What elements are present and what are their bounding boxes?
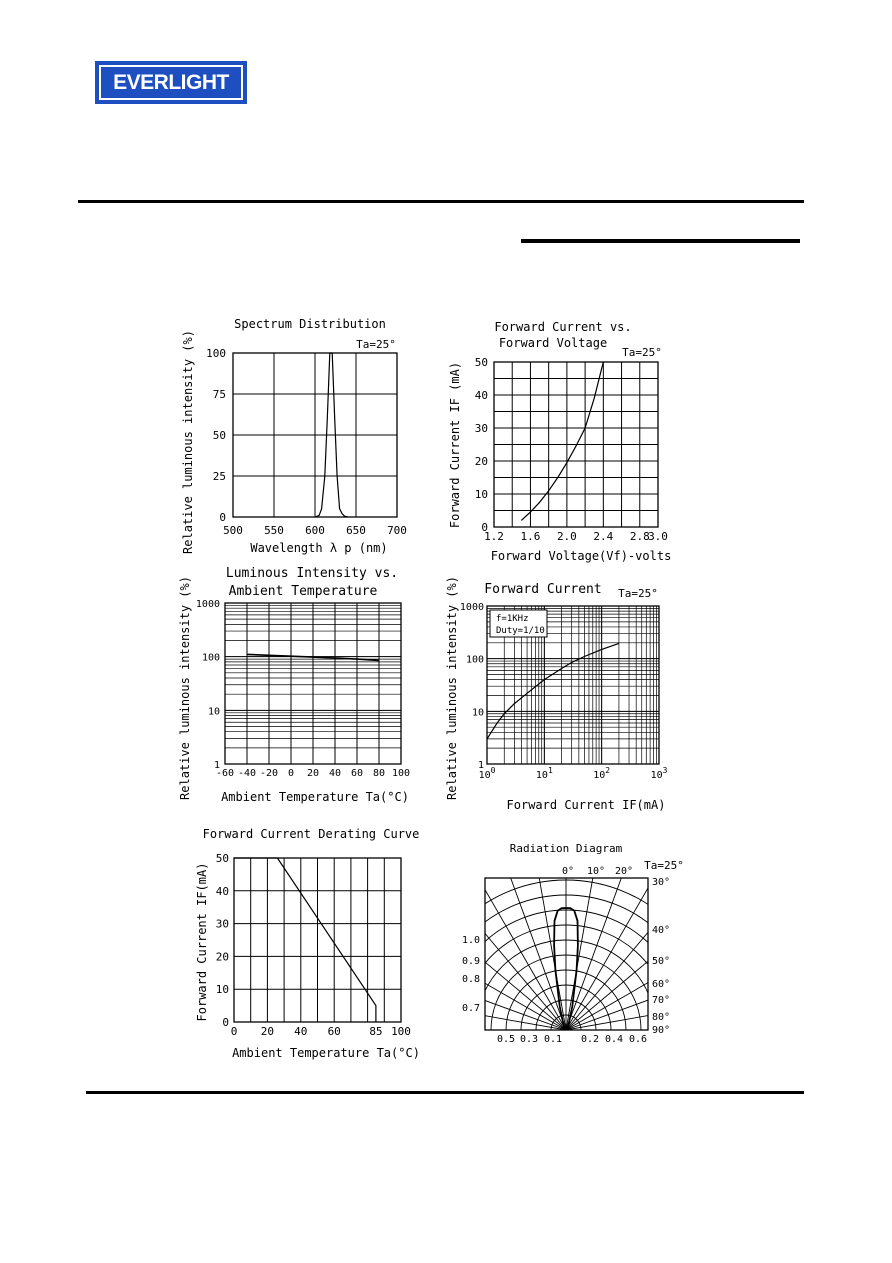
radiation-bottom-label: 0.2 bbox=[580, 1034, 600, 1045]
radiation-spoke bbox=[220, 830, 566, 1030]
derating-y-tick: 0 bbox=[222, 1016, 229, 1029]
radiation-frame bbox=[485, 878, 648, 1030]
temp-y-label: Relative luminous intensity (%) bbox=[178, 576, 192, 800]
current-x-tick: $10^2$ bbox=[593, 766, 611, 781]
derating-y-tick: 30 bbox=[215, 917, 229, 931]
current-y-tick: 1000 bbox=[459, 602, 484, 613]
current-x-tick: $10^0$ bbox=[478, 766, 496, 781]
spectrum-x-tick: 650 bbox=[346, 524, 366, 537]
derating-x-tick: 85 bbox=[369, 1025, 383, 1038]
temp-y-tick: 10 bbox=[207, 706, 220, 718]
radiation-right-label: 30° bbox=[652, 877, 671, 888]
derating-x-tick: 100 bbox=[391, 1025, 411, 1038]
spectrum-x-tick: 700 bbox=[387, 524, 407, 537]
iv-title: Forward Current vs. bbox=[494, 320, 632, 334]
spectrum-annotation: Ta=25° bbox=[356, 338, 396, 351]
current-y-tick: 1 bbox=[477, 760, 484, 771]
temp-x-tick: 100 bbox=[391, 768, 411, 779]
iv-y-label: Forward Current IF (mA) bbox=[448, 361, 462, 529]
derating-x-tick: 60 bbox=[327, 1025, 341, 1038]
radiation-left-label: 1.0 bbox=[461, 935, 480, 946]
iv-curve bbox=[521, 362, 603, 520]
radiation-bottom-label: 0.3 bbox=[519, 1034, 539, 1045]
radiation-spoke bbox=[306, 724, 566, 1030]
spectrum-x-tick: 600 bbox=[305, 524, 325, 537]
radiation-spoke bbox=[190, 893, 566, 1030]
current-legend-text: Duty=1/10 bbox=[496, 626, 545, 636]
current-x-tick: $10^1$ bbox=[535, 766, 553, 781]
derating-x-tick: 40 bbox=[294, 1025, 308, 1038]
temp-y-tick: 1 bbox=[213, 760, 220, 771]
derating-y-tick: 10 bbox=[215, 983, 229, 997]
temp-x-tick: 80 bbox=[372, 768, 386, 779]
temp-x-label: Ambient Temperature Ta(°C) bbox=[221, 790, 409, 804]
radiation-top-label: 0° bbox=[561, 866, 575, 877]
spectrum-y-tick: 0 bbox=[219, 511, 226, 524]
radiation-left-label: 0.8 bbox=[461, 974, 480, 985]
derating-title: Forward Current Derating Curve bbox=[202, 827, 420, 841]
iv-x-tick: 3.0 bbox=[648, 530, 668, 543]
temp-y-tick: 1000 bbox=[195, 599, 220, 610]
temp-x-tick: 0 bbox=[287, 768, 295, 779]
spectrum-title: Spectrum Distribution bbox=[234, 317, 386, 331]
radiation-left-label: 0.9 bbox=[461, 956, 480, 967]
iv-x-tick: 2.0 bbox=[556, 530, 577, 543]
radiation-right-label: 70° bbox=[652, 995, 671, 1006]
derating-y-tick: 50 bbox=[215, 852, 229, 865]
radiation-title: Radiation Diagram bbox=[509, 842, 623, 855]
iv-y-tick: 40 bbox=[474, 389, 488, 402]
derating-x-label: Ambient Temperature Ta(°C) bbox=[232, 1046, 420, 1060]
iv-annotation: Ta=25° bbox=[622, 346, 662, 359]
current-y-tick: 100 bbox=[465, 654, 484, 666]
iv-x-label: Forward Voltage(Vf)-volts bbox=[490, 549, 672, 563]
radiation-right-label: 90° bbox=[652, 1025, 671, 1036]
current-annotation: Ta=25° bbox=[618, 587, 658, 600]
iv-y-tick: 10 bbox=[474, 488, 488, 501]
radiation-bottom-label: 0.5 bbox=[496, 1034, 516, 1045]
radiation-bottom-label: 0.1 bbox=[543, 1034, 563, 1045]
radiation-right-label: 40° bbox=[652, 925, 671, 936]
iv-y-tick: 20 bbox=[474, 455, 488, 468]
derating-y-tick: 40 bbox=[215, 884, 229, 898]
temp-x-tick: -60 bbox=[215, 768, 235, 779]
temp-x-tick: -40 bbox=[237, 768, 257, 779]
iv-y-tick: 50 bbox=[474, 356, 488, 369]
iv-x-tick: 2.8 bbox=[629, 530, 650, 543]
spectrum-y-tick: 50 bbox=[212, 429, 226, 442]
derating-x-tick: 0 bbox=[230, 1025, 238, 1038]
temp-title: Luminous Intensity vs. bbox=[225, 566, 399, 581]
iv-y-tick: 30 bbox=[474, 422, 488, 435]
iv-x-tick: 1.2 bbox=[484, 530, 504, 543]
radiation-right-label: 60° bbox=[652, 979, 671, 990]
spectrum-y-tick: 100 bbox=[206, 347, 226, 360]
temp-x-tick: 40 bbox=[328, 768, 342, 779]
radiation-spoke bbox=[566, 830, 892, 1030]
current-legend-text: f=1KHz bbox=[496, 614, 529, 624]
current-y-label: Relative luminous intensity (%) bbox=[445, 576, 459, 800]
radiation-top-label: 20° bbox=[614, 866, 634, 877]
derating-y-tick: 20 bbox=[215, 950, 229, 964]
radiation-spoke bbox=[566, 893, 892, 1030]
radiation-bottom-label: 0.4 bbox=[604, 1034, 624, 1045]
temp-y-tick: 100 bbox=[201, 652, 220, 664]
iv-x-tick: 2.4 bbox=[593, 530, 614, 543]
current-x-tick: $10^3$ bbox=[650, 766, 668, 781]
current-title: Forward Current bbox=[484, 582, 602, 597]
spectrum-y-tick: 75 bbox=[212, 388, 226, 401]
derating-curve bbox=[234, 858, 376, 1022]
spectrum-x-tick: 500 bbox=[223, 524, 243, 537]
temp-x-tick: 20 bbox=[306, 768, 320, 779]
derating-x-tick: 20 bbox=[260, 1025, 275, 1038]
spectrum-x-tick: 550 bbox=[264, 524, 284, 537]
radiation-top-label: 10° bbox=[586, 866, 606, 877]
current-x-label: Forward Current IF(mA) bbox=[506, 798, 666, 812]
temp-x-tick: -20 bbox=[259, 768, 279, 779]
spectrum-y-label: Relative luminous intensity (%) bbox=[181, 330, 195, 554]
radiation-left-label: 0.7 bbox=[461, 1003, 480, 1014]
derating-y-label: Forward Current IF(mA) bbox=[195, 862, 209, 1022]
iv-x-tick: 1.6 bbox=[520, 530, 541, 543]
temp-x-tick: 60 bbox=[350, 768, 364, 779]
radiation-right-label: 50° bbox=[652, 956, 671, 967]
radiation-right-label: 80° bbox=[652, 1012, 671, 1023]
logo-text: EVERLIGHT bbox=[113, 70, 229, 94]
current-y-tick: 10 bbox=[471, 707, 484, 719]
spectrum-y-tick: 25 bbox=[212, 470, 226, 483]
iv-y-tick: 0 bbox=[481, 521, 488, 534]
radiation-annotation: Ta=25° bbox=[644, 859, 684, 872]
temp-subtitle: Ambient Temperature bbox=[228, 584, 378, 599]
iv-subtitle: Forward Voltage bbox=[498, 336, 608, 350]
radiation-bottom-label: 0.6 bbox=[628, 1034, 648, 1045]
spectrum-x-label: Wavelength λ p (nm) bbox=[250, 541, 388, 555]
